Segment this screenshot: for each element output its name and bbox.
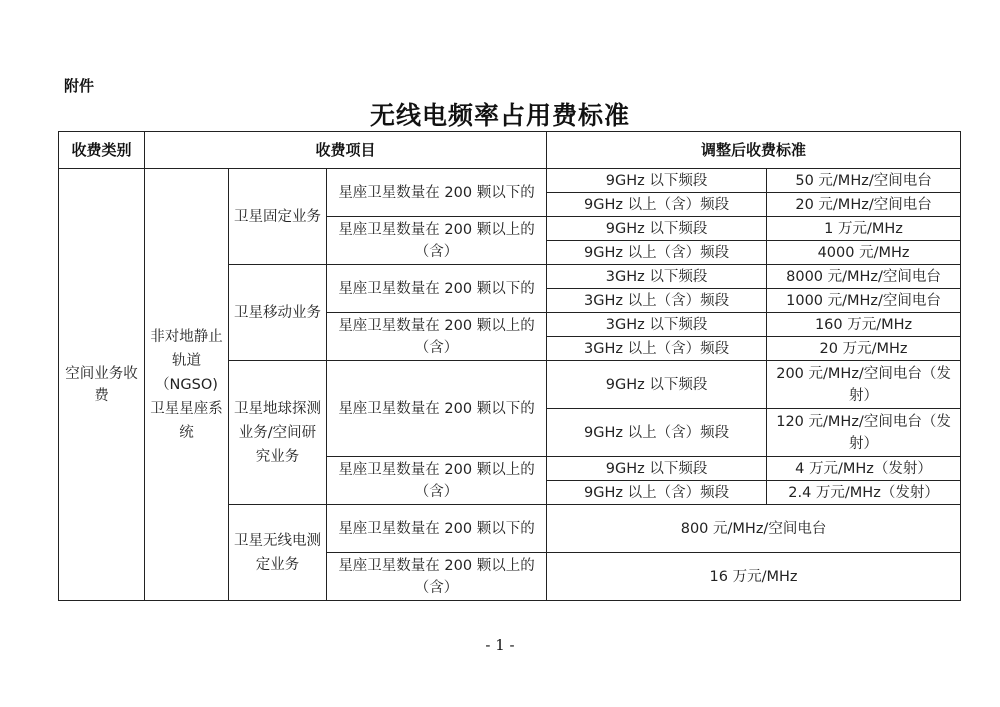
scale-cell: 星座卫星数量在 200 颗以上的（含） <box>327 217 547 265</box>
band-cell: 9GHz 以下频段 <box>547 457 767 481</box>
fee-cell: 160 万元/MHz <box>767 313 961 337</box>
fee-cell: 8000 元/MHz/空间电台 <box>767 265 961 289</box>
service-fixed: 卫星固定业务 <box>229 169 327 265</box>
fee-cell: 50 元/MHz/空间电台 <box>767 169 961 193</box>
service-earth-observation: 卫星地球探测业务/空间研究业务 <box>229 361 327 505</box>
attachment-label: 附件 <box>64 77 95 95</box>
fee-cell: 200 元/MHz/空间电台（发射） <box>767 361 961 409</box>
table-header-row <box>59 132 961 169</box>
band-cell: 9GHz 以上（含）频段 <box>547 409 767 457</box>
scale-cell: 星座卫星数量在 200 颗以下的 <box>327 361 547 457</box>
fee-table <box>58 131 961 601</box>
page-title: 无线电频率占用费标准 <box>369 101 630 130</box>
fee-cell: 800 元/MHz/空间电台 <box>547 505 961 553</box>
service-radiodetermination: 卫星无线电测定业务 <box>229 505 327 601</box>
table-row <box>59 169 961 193</box>
band-cell: 9GHz 以上（含）频段 <box>547 193 767 217</box>
fee-cell: 16 万元/MHz <box>547 553 961 601</box>
scale-cell: 星座卫星数量在 200 颗以下的 <box>327 265 547 313</box>
band-cell: 3GHz 以上（含）频段 <box>547 337 767 361</box>
band-cell: 9GHz 以下频段 <box>547 217 767 241</box>
band-cell: 3GHz 以上（含）频段 <box>547 289 767 313</box>
header-category: 收费类别 <box>59 132 145 169</box>
band-cell: 3GHz 以下频段 <box>547 313 767 337</box>
scale-cell: 星座卫星数量在 200 颗以上的（含） <box>327 313 547 361</box>
scale-cell: 星座卫星数量在 200 颗以下的 <box>327 505 547 553</box>
band-cell: 9GHz 以下频段 <box>547 169 767 193</box>
band-cell: 3GHz 以下频段 <box>547 265 767 289</box>
scale-cell: 星座卫星数量在 200 颗以上的（含） <box>327 457 547 505</box>
fee-cell: 4000 元/MHz <box>767 241 961 265</box>
scale-cell: 星座卫星数量在 200 颗以下的 <box>327 169 547 217</box>
fee-cell: 120 元/MHz/空间电台（发射） <box>767 409 961 457</box>
header-standard: 调整后收费标准 <box>547 132 961 169</box>
fee-cell: 20 元/MHz/空间电台 <box>767 193 961 217</box>
fee-cell: 4 万元/MHz（发射） <box>767 457 961 481</box>
band-cell: 9GHz 以下频段 <box>547 361 767 409</box>
band-cell: 9GHz 以上（含）频段 <box>547 241 767 265</box>
service-mobile: 卫星移动业务 <box>229 265 327 361</box>
header-item: 收费项目 <box>145 132 547 169</box>
category-cell: 空间业务收费 <box>59 169 145 601</box>
fee-cell: 20 万元/MHz <box>767 337 961 361</box>
scale-cell: 星座卫星数量在 200 颗以上的（含） <box>327 553 547 601</box>
system-cell: 非对地静止轨道（NGSO)卫星星座系统 <box>145 169 229 601</box>
fee-cell: 2.4 万元/MHz（发射） <box>767 481 961 505</box>
band-cell: 9GHz 以上（含）频段 <box>547 481 767 505</box>
fee-cell: 1000 元/MHz/空间电台 <box>767 289 961 313</box>
page-number: - 1 - <box>485 636 515 654</box>
fee-cell: 1 万元/MHz <box>767 217 961 241</box>
